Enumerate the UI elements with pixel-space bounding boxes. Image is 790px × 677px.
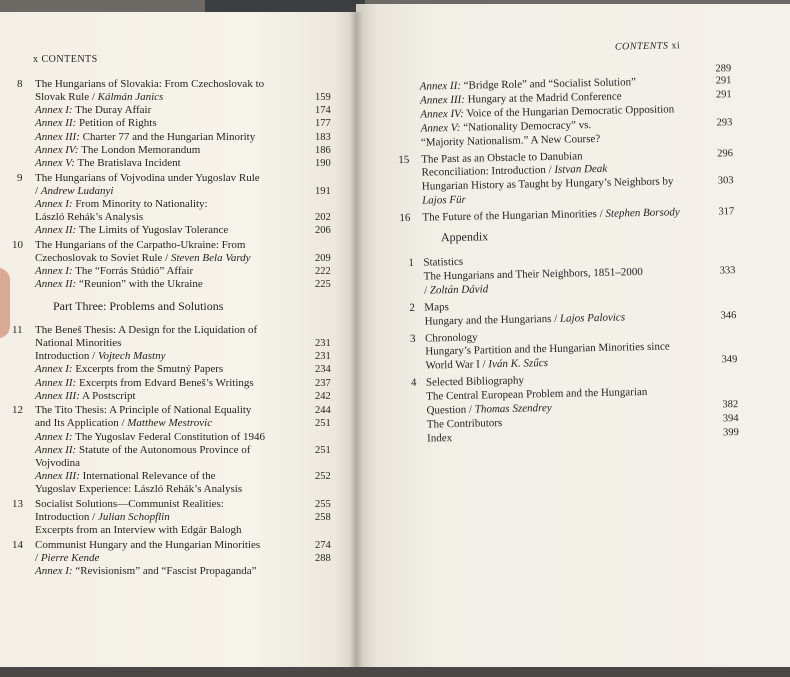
- page-number: 291: [715, 89, 732, 101]
- page-number: 333: [719, 265, 736, 277]
- page-number: 349: [721, 354, 738, 366]
- annex-label: Annex V:: [35, 156, 75, 169]
- annex-label: Annex I:: [35, 197, 73, 210]
- annex-label: Annex V:: [420, 121, 461, 135]
- author-name: Kálmán Janics: [97, 91, 164, 104]
- page-number: 288: [315, 552, 331, 564]
- chapter-number: 15: [398, 153, 410, 166]
- toc-line: [35, 172, 260, 185]
- entry-text: The “Forrás Stúdió” Affair: [72, 265, 194, 278]
- toc-line: [427, 432, 452, 446]
- entry-text: Question /: [426, 403, 475, 417]
- annex-label: Annex II:: [35, 117, 77, 130]
- chapter-number: 11: [12, 323, 23, 336]
- entry-text: Chronology: [424, 331, 478, 345]
- page-number: 291: [715, 75, 732, 87]
- entry-text: The Future of the Hungarian Minorities /: [422, 207, 606, 224]
- author-name: Matthew Mestrovic: [127, 417, 213, 430]
- page-number: 251: [315, 418, 331, 430]
- page-number: 296: [717, 147, 734, 159]
- page-number: 252: [315, 471, 331, 483]
- entry-text: The Limits of Yugoslav Tolerance: [76, 224, 229, 237]
- page-number: 191: [315, 185, 331, 197]
- toc-line: [35, 417, 212, 430]
- chapter-number: 1: [408, 256, 415, 269]
- page-number: 244: [315, 405, 331, 417]
- right-page-contents: [356, 0, 790, 668]
- toc-line: [35, 511, 170, 524]
- toc-line: [35, 224, 228, 237]
- page-number: 303: [717, 175, 734, 187]
- entry-text: Charter 77 and the Hungarian Minority: [79, 130, 256, 143]
- page-number: 242: [315, 390, 331, 402]
- annex-label: Annex III:: [35, 389, 80, 402]
- toc-line: [35, 104, 151, 117]
- entry-text: Statistics: [423, 255, 464, 269]
- entry-text: “Nationality Democracy” vs.: [460, 118, 592, 134]
- author-name: Istvan Deak: [554, 163, 608, 177]
- entry-text: International Relevance of the: [79, 470, 216, 483]
- chapter-number: 2: [409, 301, 415, 314]
- toc-line: [35, 185, 113, 198]
- page-number: 209: [315, 252, 331, 264]
- toc-line: [35, 390, 136, 403]
- entry-text: The Yugoslav Federal Constitution of 1946: [72, 430, 266, 443]
- entry-text: The Past as an Obstacle to Danubian: [421, 149, 583, 166]
- entry-text: “Bridge Role” and “Socialist Solution”: [460, 76, 637, 92]
- entry-text: Excerpts from Edvard Beneš’s Writings: [76, 376, 254, 389]
- entry-text: Czechoslovak to Soviet Rule /: [35, 251, 171, 264]
- page-number: 206: [315, 225, 331, 237]
- toc-line: [35, 431, 265, 444]
- toc-line: [422, 206, 679, 224]
- entry-text: Voice of the Hungarian Democratic Opposition: [463, 103, 675, 120]
- page-number: 231: [315, 338, 331, 350]
- toc-line: [35, 211, 143, 224]
- header-label: CONTENTS: [614, 40, 669, 53]
- entry-text: Hungary and the Hungarians /: [424, 312, 561, 328]
- entry-text: Introduction /: [35, 511, 98, 523]
- header-label: CONTENTS: [41, 54, 98, 65]
- entry-text: Yugoslav Experience: László Rehák’s Analysis: [35, 483, 243, 496]
- toc-line: [35, 91, 163, 104]
- page-number: 251: [315, 444, 331, 456]
- toc-line: [35, 457, 80, 470]
- entry-text: Vojvodina: [35, 456, 81, 469]
- page-number: 159: [315, 92, 331, 104]
- entry-text: The Beneš Thesis: A Design for the Liquidation of: [35, 323, 258, 336]
- entry-text: The Duray Affair: [72, 104, 152, 117]
- toc-line: [35, 278, 203, 291]
- entry-text: The Bratislava Incident: [74, 156, 181, 169]
- author-name: Iván K. Szűcs: [488, 357, 549, 371]
- section-heading: Part Three: Problems and Solutions: [53, 298, 224, 313]
- toc-line: [427, 417, 503, 432]
- author-name: Lajos Palovics: [559, 311, 626, 325]
- page-number: 174: [315, 105, 331, 117]
- annex-label: Annex I:: [35, 363, 73, 376]
- page-number: 289: [715, 63, 732, 75]
- toc-line: [35, 377, 254, 390]
- chapter-number: 14: [12, 538, 23, 551]
- folio: xi: [671, 40, 681, 52]
- annex-label: Annex III:: [35, 130, 80, 143]
- toc-line: [35, 78, 264, 91]
- page-number: 394: [722, 412, 739, 425]
- page-header: [33, 53, 98, 66]
- entry-text: Excerpts from an Interview with Edgár Balogh: [35, 524, 242, 537]
- annex-label: Annex I:: [35, 565, 73, 578]
- toc-line: [35, 324, 257, 337]
- toc-line: [35, 363, 223, 376]
- toc-line: [422, 194, 466, 208]
- author-name: Thomas Szendrey: [474, 401, 552, 416]
- annex-label: Annex I:: [35, 430, 73, 443]
- page-number: 293: [716, 116, 733, 129]
- author-name: Vojtech Mastny: [97, 350, 166, 363]
- entry-text: Petition of Rights: [76, 117, 157, 130]
- toc-line: [35, 498, 224, 511]
- page-number: 231: [315, 351, 331, 363]
- toc-line: [35, 552, 99, 565]
- toc-line: [426, 375, 524, 390]
- entry-text: “Majority Nationalism.” A New Course?: [420, 132, 601, 149]
- entry-text: The Central European Problem and the Hungarian: [426, 386, 648, 403]
- chapter-number: 16: [399, 212, 411, 225]
- chapter-number: 8: [17, 78, 23, 90]
- entry-text: Hungarian History as Taught by Hungary’s Neighbors by: [421, 175, 674, 193]
- entry-text: The Hungarians of Slovakia: From Czechoslovak to: [35, 78, 265, 90]
- page-number: 234: [315, 364, 331, 376]
- page-number: 258: [315, 512, 331, 523]
- entry-text: Slovak Rule /: [35, 91, 98, 104]
- toc-line: [35, 265, 193, 278]
- page-number: 177: [315, 118, 331, 130]
- chapter-number: 10: [12, 238, 23, 251]
- entry-text: Reconciliation: Introduction /: [421, 164, 555, 180]
- author-name: Zoltán Dávid: [429, 283, 489, 297]
- page-header: [615, 39, 681, 53]
- toc-line: [35, 252, 251, 265]
- page-number: 190: [315, 157, 331, 169]
- toc-line: [35, 444, 250, 457]
- folio: x: [33, 54, 39, 65]
- toc-line: [35, 483, 242, 496]
- entry-text: /: [35, 184, 41, 197]
- toc-line: [425, 331, 478, 345]
- section-heading: Appendix: [440, 229, 489, 245]
- toc-line: [424, 301, 449, 315]
- author-name: Julian Schopflin: [97, 511, 170, 523]
- chapter-number: 4: [410, 377, 417, 390]
- toc-line: [423, 256, 463, 270]
- toc-line: [35, 470, 216, 483]
- page-number: 274: [315, 539, 331, 551]
- entry-text: Index: [426, 431, 453, 445]
- entry-text: László Rehák’s Analysis: [35, 211, 144, 223]
- entry-text: Hungary at the Madrid Conference: [464, 90, 622, 106]
- toc-line: [425, 357, 548, 373]
- toc-line: [35, 539, 260, 552]
- entry-text: World War I /: [425, 358, 489, 372]
- entry-text: /: [35, 551, 41, 564]
- entry-text: The London Memorandum: [78, 143, 201, 156]
- entry-text: Excerpts from the Smutný Papers: [72, 363, 224, 376]
- toc-line: [35, 404, 251, 417]
- annex-label: Annex II:: [419, 79, 462, 93]
- annex-label: Annex IV:: [420, 107, 465, 121]
- page-number: 183: [315, 131, 331, 143]
- entry-text: The Hungarians of Vojvodina under Yugoslav Rule: [35, 171, 260, 184]
- toc-line: [35, 157, 181, 170]
- entry-text: Selected Bibliography: [425, 374, 525, 389]
- entry-text: “Reunion” with the Ukraine: [76, 278, 203, 291]
- entry-text: /: [423, 284, 430, 297]
- page-number: 222: [315, 266, 331, 278]
- annex-label: Annex IV:: [35, 143, 79, 156]
- page-number: 346: [720, 309, 737, 322]
- entry-text: The Hungarians and Their Neighbors, 1851–2000: [423, 265, 643, 283]
- page-number: 202: [315, 212, 331, 223]
- page-number: 225: [315, 279, 331, 291]
- entry-text: National Minorities: [35, 337, 122, 350]
- chapter-number: 9: [17, 171, 23, 184]
- annex-label: Annex I:: [35, 104, 73, 117]
- entry-text: The Tito Thesis: A Principle of National Equality: [35, 404, 252, 417]
- entry-text: The Contributors: [426, 416, 503, 431]
- toc-line: [421, 133, 601, 150]
- entry-text: A Postscript: [79, 389, 136, 402]
- author-name: Pierre Kende: [40, 551, 100, 564]
- toc-line: [425, 311, 626, 328]
- page-number: 186: [315, 144, 331, 156]
- page-number: 382: [722, 399, 739, 411]
- annex-label: Annex II:: [35, 278, 77, 291]
- annex-label: Annex II:: [35, 376, 77, 389]
- toc-line: [35, 239, 245, 252]
- annex-label: Annex III:: [35, 470, 80, 483]
- page-number: 237: [315, 377, 331, 389]
- toc-line: [35, 565, 256, 578]
- annex-label: Annex I:: [35, 265, 73, 278]
- entry-text: Socialist Solutions—Communist Realities:: [35, 497, 224, 510]
- toc-line: [426, 402, 551, 418]
- entry-text: From Minority to Nationality:: [72, 197, 208, 210]
- entry-text: Maps: [424, 300, 449, 314]
- toc-line: [35, 198, 208, 211]
- chapter-number: 3: [409, 332, 416, 345]
- page-number: 399: [722, 426, 739, 439]
- toc-line: [35, 131, 255, 144]
- toc-line: [35, 117, 157, 130]
- table-surface: [0, 667, 790, 677]
- entry-text: Statute of the Autonomous Province of: [76, 443, 251, 456]
- chapter-number: 12: [12, 404, 23, 417]
- entry-text: Hungary’s Partition and the Hungarian Minorities since: [425, 340, 670, 359]
- entry-text: The Hungarians of the Carpatho-Ukraine: From: [35, 238, 246, 251]
- annex-label: Annex II:: [35, 224, 77, 237]
- toc-line: [35, 144, 200, 157]
- entry-text: “Revisionism” and “Fascist Propaganda”: [72, 565, 257, 578]
- page-number: 317: [718, 206, 735, 218]
- author-name: Lajos Für: [422, 193, 466, 207]
- page-number: 255: [315, 498, 331, 510]
- toc-line: [424, 283, 488, 297]
- toc-line: [35, 350, 165, 363]
- author-name: Stephen Borsody: [605, 206, 680, 220]
- chapter-number: 13: [12, 497, 23, 510]
- entry-text: and Its Application /: [35, 417, 128, 430]
- entry-text: Communist Hungary and the Hungarian Minorities: [35, 538, 261, 551]
- author-name: Steven Bela Vardy: [170, 251, 251, 264]
- thumb: [0, 268, 10, 338]
- annex-label: Annex II:: [35, 443, 77, 456]
- toc-line: [35, 524, 242, 537]
- annex-label: Annex III:: [419, 93, 466, 107]
- entry-text: Introduction /: [35, 350, 98, 363]
- toc-line: [35, 337, 121, 350]
- author-name: Andrew Ludanyi: [40, 184, 114, 197]
